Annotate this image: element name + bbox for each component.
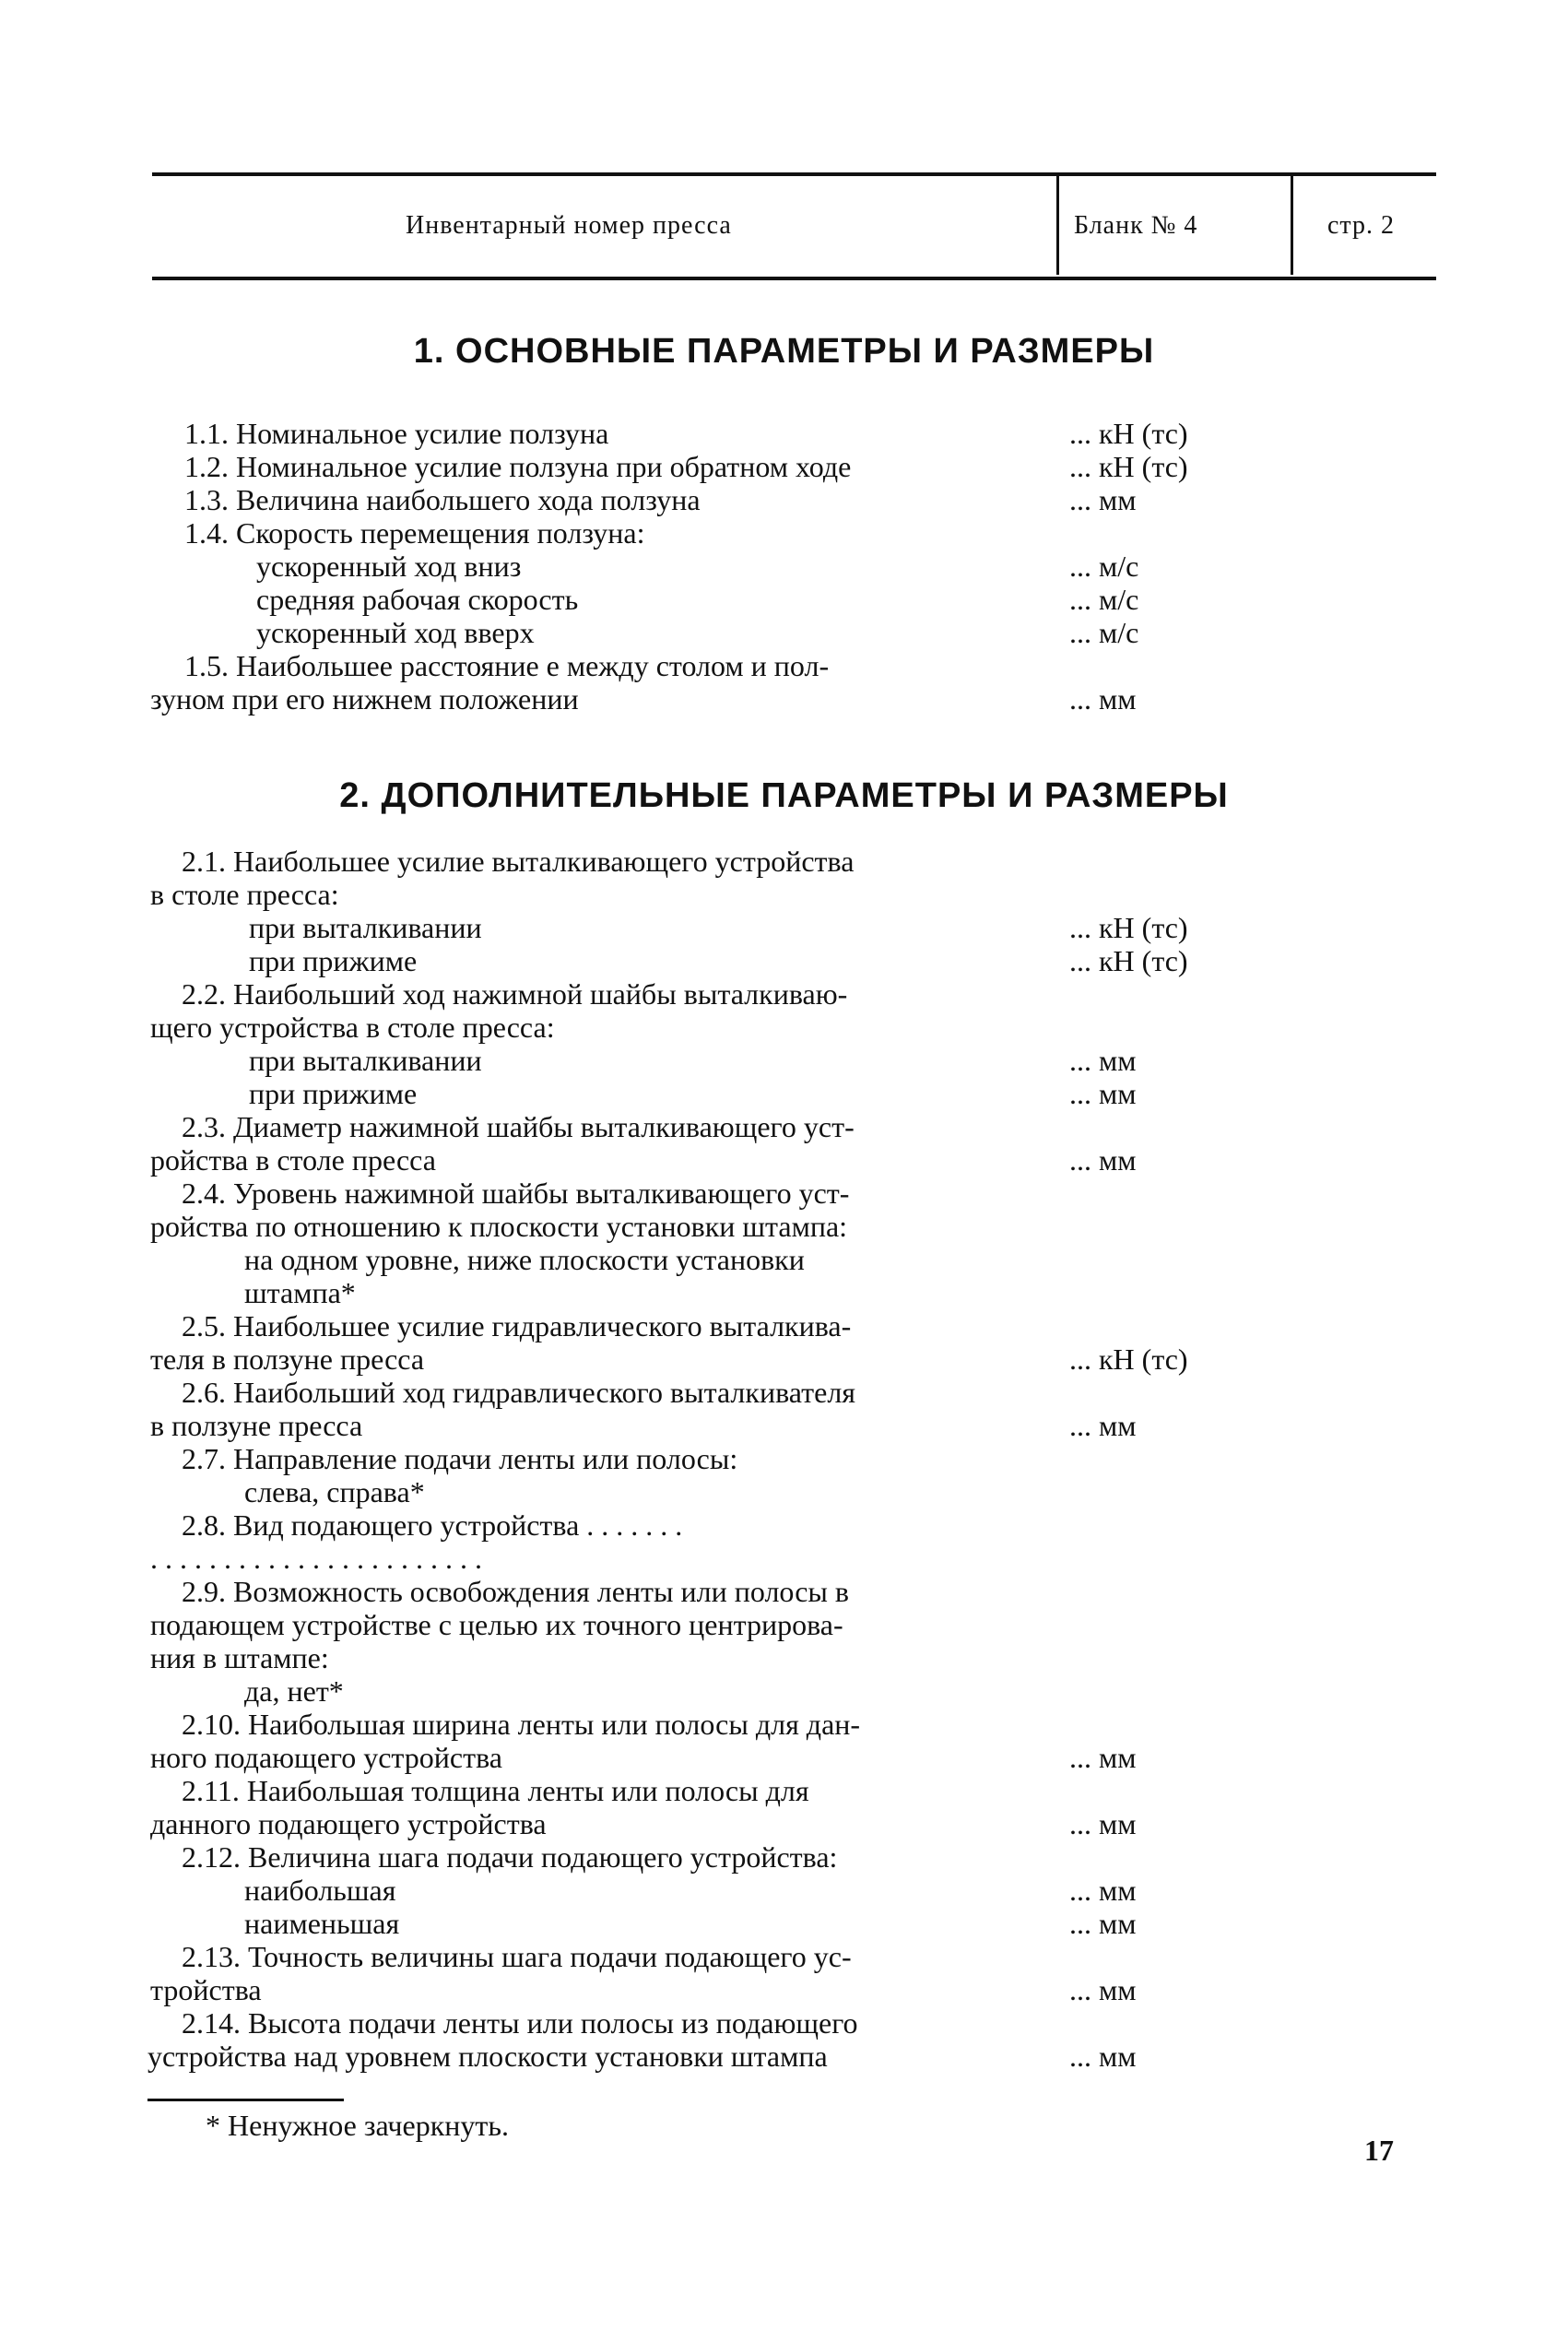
form-number-label: Бланк № 4	[1074, 211, 1198, 240]
param-line: ройства в столе пресса	[150, 1143, 436, 1177]
param-line: 2.7. Направление подачи ленты или полосы:	[182, 1442, 738, 1475]
dotted-fill-line: . . . . . . . . . . . . . . . . . . . . . . .	[150, 1542, 482, 1575]
param-line: тройства	[150, 1973, 262, 2006]
header-top-rule	[152, 172, 1436, 176]
param-line: на одном уровне, ниже плоскости установки	[244, 1243, 805, 1276]
param-line: при прижиме	[249, 1077, 418, 1110]
footnote: * Ненужное зачеркнуть.	[206, 2109, 509, 2142]
param-line: 2.8. Вид подающего устройства . . . . . . .	[182, 1508, 683, 1542]
header-bottom-rule	[152, 277, 1436, 280]
param-line: средняя рабочая скорость	[256, 583, 579, 616]
unit-value: ... мм	[1069, 1807, 1137, 1840]
param-line: 1.2. Номинальное усилие ползуна при обратном ходе	[184, 450, 852, 483]
inventory-number-label: Инвентарный номер пресса	[406, 211, 732, 240]
param-line: устройства над уровнем плоскости установки штампа	[147, 2040, 828, 2073]
param-line: наибольшая	[244, 1874, 396, 1907]
param-line: 2.9. Возможность освобождения ленты или полосы в	[182, 1575, 850, 1608]
param-line: при выталкивании	[249, 1044, 482, 1077]
param-line: подающем устройстве с целью их точного центрирова-	[150, 1608, 843, 1641]
param-line: 2.5. Наибольшее усилие гидравлического выталкива-	[182, 1309, 852, 1342]
unit-value: ... мм	[1069, 1874, 1137, 1907]
param-line: 2.4. Уровень нажимной шайбы выталкивающего уст-	[182, 1177, 850, 1210]
param-line: зуном при его нижнем положении	[150, 682, 579, 716]
unit-value: ... кН (тс)	[1069, 450, 1188, 483]
param-line: теля в ползуне пресса	[150, 1342, 425, 1376]
unit-value: ... мм	[1069, 1409, 1137, 1442]
param-line: щего устройства в столе пресса:	[150, 1011, 555, 1044]
unit-value: ... мм	[1069, 483, 1137, 516]
param-line: слева, справа*	[244, 1475, 425, 1508]
unit-value: ... мм	[1069, 1143, 1137, 1177]
unit-value: ... мм	[1069, 682, 1137, 716]
param-line: 2.2. Наибольший ход нажимной шайбы выталкиваю-	[182, 977, 848, 1011]
param-line: наименьшая	[244, 1907, 400, 1940]
param-line: да, нет*	[244, 1674, 344, 1708]
unit-value: ... м/с	[1069, 550, 1139, 583]
unit-value: ... мм	[1069, 2040, 1137, 2073]
param-line: 1.3. Величина наибольшего хода ползуна	[184, 483, 701, 516]
section-2-title: 2. ДОПОЛНИТЕЛЬНЫЕ ПАРАМЕТРЫ И РАЗМЕРЫ	[339, 776, 1229, 815]
param-line: ускоренный ход вниз	[256, 550, 522, 583]
param-line: 2.13. Точность величины шага подачи подающего ус-	[182, 1940, 852, 1973]
footnote-rule	[147, 2099, 344, 2101]
param-line: данного подающего устройства	[150, 1807, 547, 1840]
param-line: 1.5. Наибольшее расстояние е между столом и пол-	[184, 649, 830, 682]
param-line: 2.12. Величина шага подачи подающего устройства:	[182, 1840, 838, 1874]
param-line: 2.3. Диаметр нажимной шайбы выталкивающего уст-	[182, 1110, 855, 1143]
page-number: 17	[1364, 2134, 1394, 2167]
param-line: ния в штампе:	[150, 1641, 329, 1674]
unit-value: ... мм	[1069, 1973, 1137, 2006]
param-line: ного подающего устройства	[150, 1741, 502, 1774]
param-line: в ползуне пресса	[150, 1409, 363, 1442]
param-line: 1.4. Скорость перемещения ползуна:	[184, 516, 645, 550]
section-1-title: 1. ОСНОВНЫЕ ПАРАМЕТРЫ И РАЗМЕРЫ	[413, 332, 1155, 371]
header-divider	[1056, 173, 1059, 275]
param-line: 2.6. Наибольший ход гидравлического выталкивателя	[182, 1376, 855, 1409]
page-label: стр. 2	[1327, 211, 1396, 240]
unit-value: ... кН (тс)	[1069, 417, 1188, 450]
param-line: 1.1. Номинальное усилие ползуна	[184, 417, 609, 450]
unit-value: ... мм	[1069, 1044, 1137, 1077]
param-line: при выталкивании	[249, 911, 482, 944]
unit-value: ... м/с	[1069, 616, 1139, 649]
param-line: в столе пресса:	[150, 878, 339, 911]
unit-value: ... кН (тс)	[1069, 911, 1188, 944]
param-line: 2.14. Высота подачи ленты или полосы из подающего	[182, 2006, 858, 2040]
unit-value: ... кН (тс)	[1069, 944, 1188, 977]
param-line: ускоренный ход вверх	[256, 616, 535, 649]
param-line: 2.10. Наибольшая ширина ленты или полосы для дан-	[182, 1708, 861, 1741]
param-line: при прижиме	[249, 944, 418, 977]
unit-value: ... м/с	[1069, 583, 1139, 616]
unit-value: ... кН (тс)	[1069, 1342, 1188, 1376]
unit-value: ... мм	[1069, 1741, 1137, 1774]
param-line: штампа*	[244, 1276, 356, 1309]
param-line: 2.1. Наибольшее усилие выталкивающего устройства	[182, 845, 855, 878]
param-line: ройства по отношению к плоскости установки штампа:	[150, 1210, 848, 1243]
unit-value: ... мм	[1069, 1907, 1137, 1940]
param-line: 2.11. Наибольшая толщина ленты или полосы для	[182, 1774, 809, 1807]
header-divider	[1291, 173, 1293, 275]
unit-value: ... мм	[1069, 1077, 1137, 1110]
